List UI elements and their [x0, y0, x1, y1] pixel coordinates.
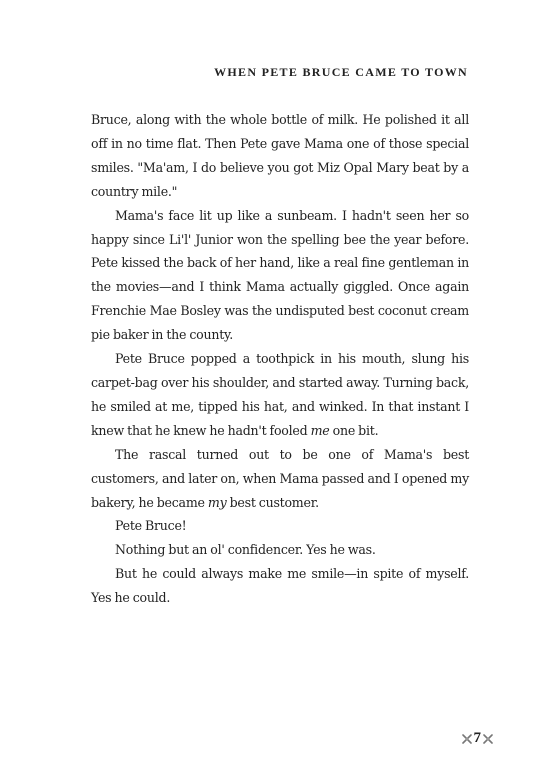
paragraph-text: But he could always make me smile—in spite of myself. Yes he could. [91, 566, 469, 606]
paragraph-text: Nothing but an ol' confidencer. Yes he was. [115, 542, 376, 558]
paragraph [91, 108, 469, 204]
folio [462, 731, 494, 746]
body-text [91, 108, 469, 610]
paragraph-text: Pete Bruce popped a toothpick in his mouth, slung his carpet-bag over his shoulder, and started away. Turning back, he smiled at me, tipped his hat, and winked. In that instant I knew that he knew he hadn't fooled [91, 351, 469, 438]
paragraph [91, 347, 469, 443]
paragraph [91, 538, 469, 562]
paragraph-text: best customer. [226, 494, 319, 510]
page-number: 7 [473, 730, 481, 746]
paragraph [91, 514, 469, 538]
paragraph [91, 204, 469, 347]
cross-ornament-icon [483, 734, 493, 744]
paragraph-text: one bit. [329, 422, 379, 438]
paragraph [91, 443, 469, 515]
cross-ornament-icon [462, 734, 472, 744]
paragraph-text: Pete Bruce! [115, 518, 187, 534]
paragraph-text: Bruce, along with the whole bottle of milk. He polished it all off in no time flat. Then Pete gave Mama one of those special smiles. "Ma'am, I do believe you got Miz Opal Mary beat by a country mile." [91, 112, 469, 199]
running-head: WHEN PETE BRUCE CAME TO TOWN [214, 65, 468, 79]
emphasis-text: me [310, 422, 330, 438]
emphasis-text: my [207, 494, 227, 510]
paragraph-text: Mama's face lit up like a sunbeam. I hadn't seen her so happy since Li'l' Junior won the spelling bee the year before. Pete kissed the back of her hand, like a real fine gentleman in the movies—and I think Mama actually giggled. Once again Frenchie Mae Bosley was the undisputed best coconut cream pie baker in the county. [91, 207, 469, 343]
paragraph [91, 562, 469, 610]
paragraph-text: The rascal turned out to be one of Mama's best customers, and later on, when Mama passed and I opened my bakery, he became [91, 446, 469, 510]
